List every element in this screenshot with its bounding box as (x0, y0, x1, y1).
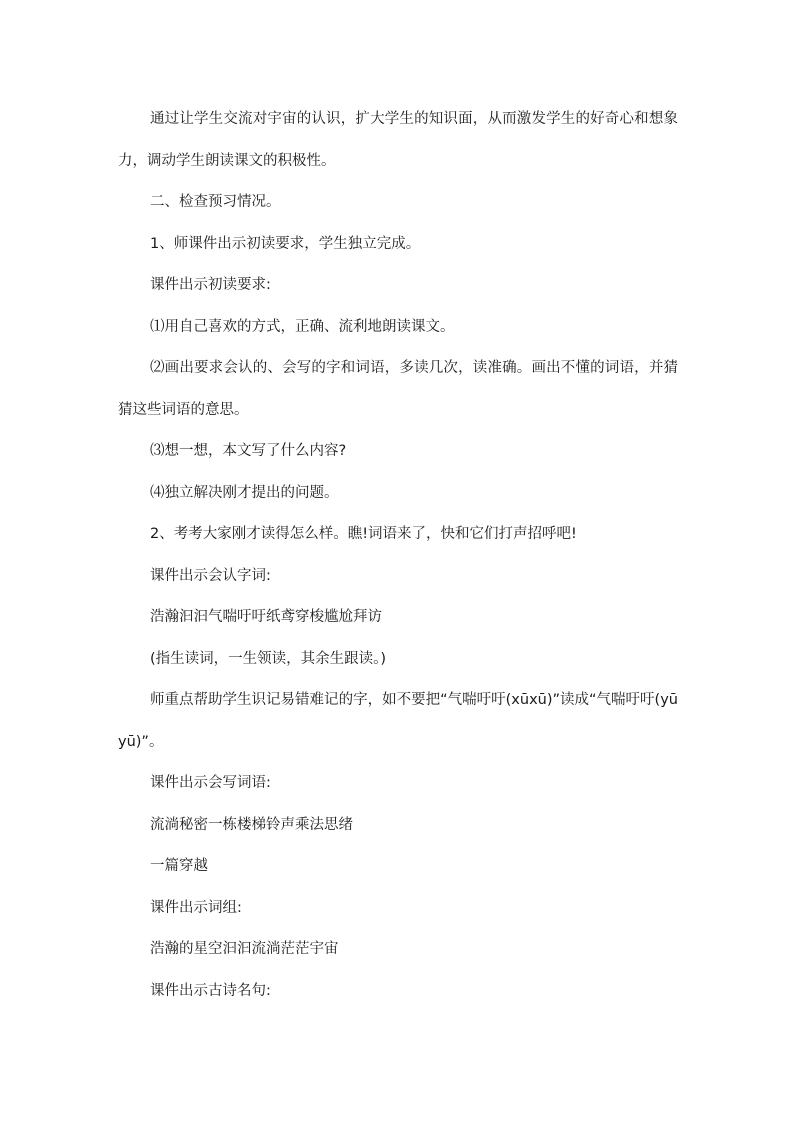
paragraph-recognize-words: 浩瀚汩汩气喘吁吁纸鸢穿梭尴尬拜访 (150, 609, 382, 625)
heading-check-preview: 二、检查预习情况。 (150, 194, 281, 210)
paragraph-pronunciation-tip: 师重点帮助学生识记易错难记的字，如不要把“气喘吁吁(xūxū)”读成“气喘吁吁(yūyū)”。 (118, 692, 678, 750)
list-item-3: ⑶想一想，本文写了什么内容? (150, 443, 347, 459)
paragraph-write-words: 流淌秘密一栋楼梯铃声乘法思绪 (150, 817, 353, 833)
paragraph-write-words-label: 课件出示会写词语: (150, 775, 271, 791)
paragraph-recognize-words-label: 课件出示会认字词: (150, 568, 271, 584)
list-item-4: ⑷独立解决刚才提出的问题。 (150, 485, 339, 501)
paragraph-write-words-cont: 一篇穿越 (150, 858, 208, 874)
paragraph-phrases-label: 课件出示词组: (150, 900, 242, 916)
paragraph-intro: 通过让学生交流对宇宙的认识，扩大学生的知识面，从而激发学生的好奇心和想象力，调动学生朗读课文的积极性。 (118, 111, 678, 169)
paragraph-reading-requirements-label: 课件出示初读要求: (150, 277, 271, 293)
paragraph-phrases: 浩瀚的星空汩汩流淌茫茫宇宙 (150, 941, 339, 957)
list-item-1: ⑴用自己喜欢的方式，正确、流利地朗读课文。 (150, 319, 455, 335)
paragraph-reading-note: (指生读词，一生领读，其余生跟读。) (150, 651, 387, 667)
paragraph-step-2: 2、考考大家刚才读得怎么样。瞧!词语来了，快和它们打声招呼吧! (150, 526, 577, 542)
paragraph-poem-lines-label: 课件出示古诗名句: (150, 983, 271, 999)
paragraph-step-1: 1、师课件出示初读要求，学生独立完成。 (150, 236, 421, 252)
list-item-2: ⑵画出要求会认的、会写的字和词语，多读几次，读准确。画出不懂的词语，并猜猜这些词语的意思。 (118, 360, 678, 418)
